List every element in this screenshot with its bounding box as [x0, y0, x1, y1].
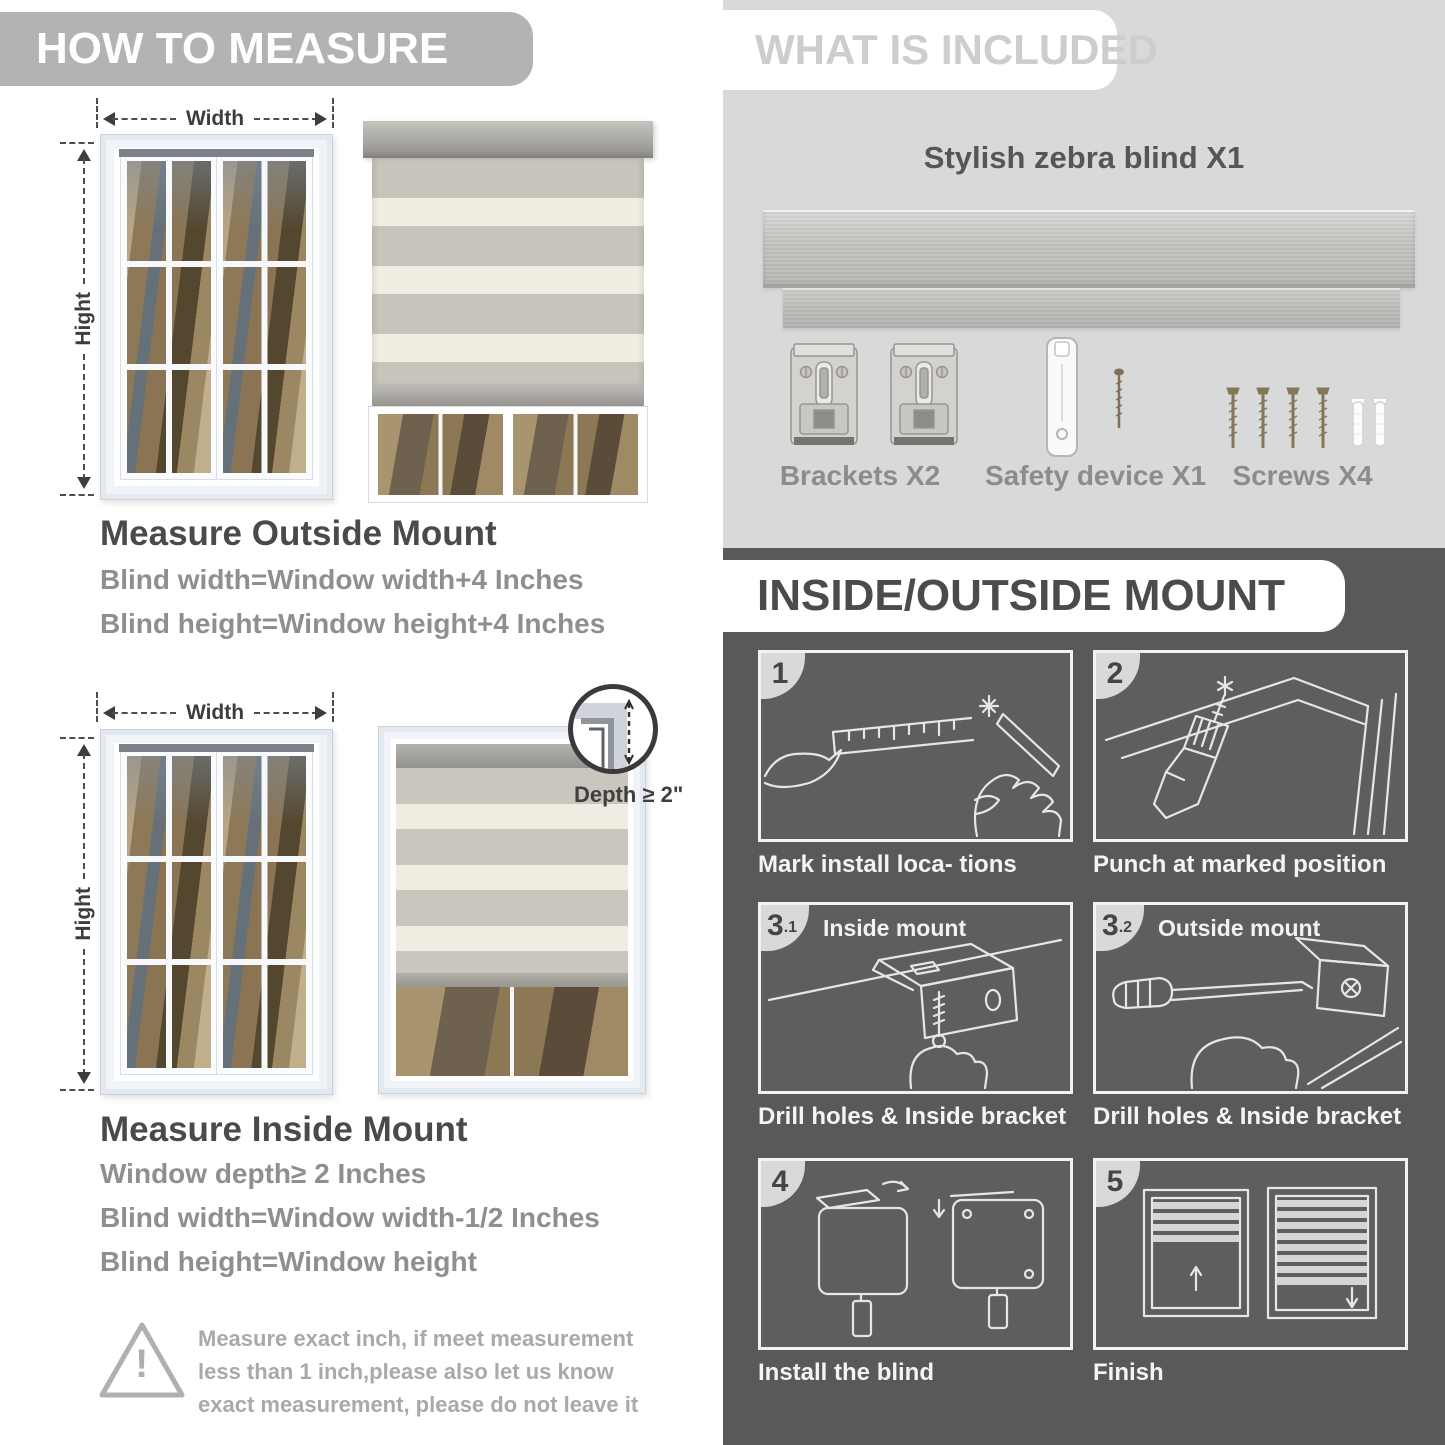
- step-1-panel: [758, 650, 1073, 842]
- step-1-caption: Mark install loca- tions: [758, 851, 1017, 878]
- what-is-included-header: WHAT IS INCLUDED: [723, 10, 1117, 90]
- step-2-badge: 2: [1096, 653, 1140, 699]
- inside-outside-mount-header: INSIDE/OUTSIDE MOUNT: [723, 560, 1345, 632]
- how-to-measure-header: HOW TO MEASURE: [0, 12, 533, 86]
- step-2: [1093, 650, 1408, 879]
- window-below-blind: [368, 406, 648, 503]
- step-1-illustration: [761, 653, 1070, 839]
- step-3-2-panel: [1093, 902, 1408, 1094]
- step-5-illustration: [1096, 1161, 1405, 1347]
- step-4: [758, 1158, 1073, 1387]
- brackets-label: Brackets X2: [779, 460, 941, 491]
- warning-triangle-icon: [96, 1318, 188, 1404]
- safety-device-label: Safety device X1: [985, 460, 1207, 491]
- step-1-badge: 1: [761, 653, 805, 699]
- arrow-right-icon: [315, 112, 334, 126]
- step-3-1-panel: [758, 902, 1073, 1094]
- screws-label: Screws X4: [1232, 460, 1373, 491]
- step-4-caption: Install the blind: [758, 1359, 935, 1386]
- outside-rule-width: Blind width=Window width+4 Inches: [100, 564, 584, 595]
- depth-magnifier: [568, 684, 658, 774]
- headrail-illustration: [763, 210, 1415, 288]
- step-3-1: [758, 902, 1073, 1131]
- window-sash: [121, 750, 217, 1074]
- arrow-down-icon: [77, 1072, 91, 1091]
- blind-bottom-rail: [396, 973, 628, 987]
- step-3-2-caption: Drill holes & Inside bracket: [1093, 1103, 1402, 1130]
- width-label: Width: [185, 701, 245, 724]
- window-sash: [217, 750, 313, 1074]
- blind-product-label: Stylish zebra blind X1: [923, 140, 1245, 175]
- step-4-illustration: [761, 1161, 1070, 1347]
- magnifier-corner-detail: [573, 689, 653, 769]
- zebra-blind-outside-illustration: [363, 121, 653, 503]
- inside-mount-title: Measure Inside Mount: [100, 1110, 468, 1149]
- window-sash: [217, 155, 313, 479]
- step-5: [1093, 1158, 1408, 1387]
- blind-headrail: [363, 121, 653, 158]
- blind-bottom-rail: [372, 386, 644, 406]
- exclamation-mark: !: [135, 1342, 149, 1386]
- brackets-illustration: [790, 342, 960, 459]
- depth-label: Depth ≥ 2": [574, 782, 684, 807]
- window-photo-inside: [100, 729, 333, 1095]
- inside-rule-height: Blind height=Window height: [100, 1246, 477, 1277]
- inside-rule-depth: Window depth≥ 2 Inches: [100, 1158, 427, 1189]
- step-5-caption: Finish: [1093, 1359, 1164, 1386]
- window-below-blind: [396, 987, 628, 1076]
- outside-mount-title: Measure Outside Mount: [100, 514, 497, 553]
- step-3-1-badge: 3 .1: [761, 905, 809, 951]
- step-3-2: [1093, 902, 1408, 1131]
- safety-device-illustration: [1035, 334, 1155, 467]
- screws-illustration: [1215, 382, 1395, 467]
- step-2-illustration: [1096, 653, 1405, 839]
- step-3-2-badge: 3 .2: [1096, 905, 1144, 951]
- window-photo-outside: [100, 134, 333, 500]
- arrow-right-icon: [315, 706, 334, 720]
- step-3-1-label: Inside mount: [823, 915, 967, 941]
- outside-rule-height: Blind height=Window height+4 Inches: [100, 608, 606, 639]
- width-dimension-outside: [96, 106, 334, 132]
- step-2-panel: [1093, 650, 1408, 842]
- window-sash: [121, 155, 217, 479]
- blind-shade-stripes: [372, 158, 644, 386]
- arrow-down-icon: [77, 477, 91, 496]
- height-dimension-inside: [66, 737, 102, 1091]
- step-3-1-caption: Drill holes & Inside bracket: [758, 1103, 1067, 1130]
- step-4-panel: [758, 1158, 1073, 1350]
- measure-warning-text: Measure exact inch, if meet measurement less than 1 inch,please also let us know exact measurement, please do not leave it: [198, 1326, 639, 1417]
- step-5-panel: [1093, 1158, 1408, 1350]
- height-label: Hight: [72, 887, 95, 941]
- width-dimension-inside: [96, 700, 334, 726]
- inside-rule-width: Blind width=Window width-1/2 Inches: [100, 1202, 600, 1233]
- step-2-caption: Punch at marked position: [1093, 851, 1387, 878]
- step-1: [758, 650, 1073, 879]
- height-dimension-outside: [66, 142, 102, 496]
- headrail-valance-illustration: [783, 288, 1400, 328]
- width-label: Width: [185, 107, 245, 130]
- step-3-2-label: Outside mount: [1158, 915, 1321, 941]
- height-label: Hight: [72, 292, 95, 346]
- step-5-badge: 5: [1096, 1161, 1140, 1207]
- step-4-badge: 4: [761, 1161, 805, 1207]
